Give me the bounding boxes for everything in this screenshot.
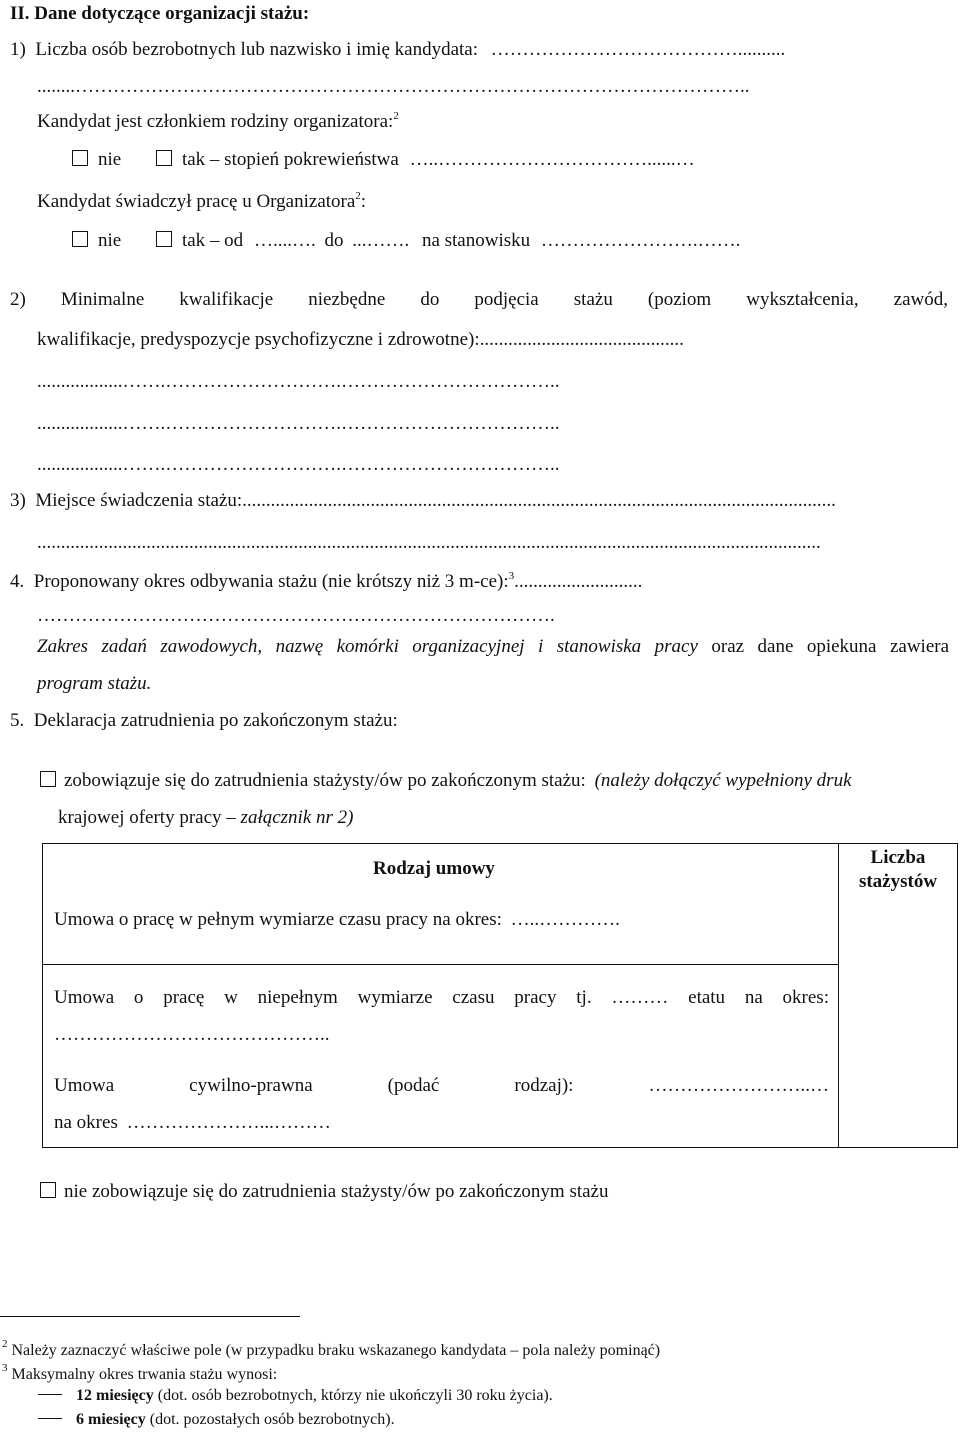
q5-yes-line-2-italic: – załącznik nr 2) [226,807,354,828]
table-row-divider [43,964,838,965]
q4-note-line-1 [37,637,949,658]
q5-no-text: nie zobowiązuje się do zatrudnienia stażysty/ów po zakończonym stażu [64,1181,609,1202]
footnote-bullet-2-bold: 6 miesięcy [76,1411,146,1428]
q4-label: 4. Proponowany okres odbywania stażu (nie krótszy niż 3 m-ce): [10,571,509,592]
q1-worked-label: Kandydat świadczył pracę u Organizatora [37,191,356,212]
worked-od-fill: …....…. [253,230,316,251]
table-row-1-fill: …..…………. [510,909,620,930]
dash-icon [38,1394,62,1395]
q1-fill-1: ………………………………….......... [490,39,786,60]
q1-family-sup: 2 [393,110,399,122]
table-header-right-2: stażystów [858,871,938,892]
worked-nie-checkbox[interactable] [72,231,88,247]
q2-fill-b: ..................…….……………………….…………………………….. [37,413,560,434]
q1-family-label: Kandydat jest członkiem rodziny organizatora: [37,111,394,132]
family-tak-checkbox[interactable] [156,150,172,166]
worked-stanowisko-label: na stanowisku [421,230,531,251]
worked-nie-label: nie [98,230,122,251]
family-nie-checkbox[interactable] [72,150,88,166]
q4-sup: 3 [508,570,515,582]
table-row-2-fill: …………………………………….. [54,1024,330,1045]
footnote-3-mark: 3 [2,1362,8,1374]
family-stopien-fill: …..……………………………......… [409,149,695,170]
dash-icon [38,1418,62,1419]
q1-family-line [37,110,399,133]
q1-worked-options [72,231,740,252]
q3-label: 3) Miejsce świadczenia stażu: [10,490,243,511]
family-nie-label: nie [98,149,122,170]
q4-line [10,570,642,593]
q5-yes-line-2-normal: krajowej oferty pracy [58,807,222,828]
footnote-3 [2,1362,277,1384]
section-title: II. Dane dotyczące organizacji stażu: [10,3,310,24]
q5-yes-line-2 [58,808,353,829]
worked-tak-checkbox[interactable] [156,231,172,247]
table-row-3-okres-label: na okres [54,1112,118,1133]
q5-label: 5. Deklaracja zatrudnienia po zakończonym stażu: [10,710,398,731]
q3-fill-2: ..................................................................................................................................................................... [37,533,821,553]
contract-table [42,843,958,1148]
q4-note-italic-2: program stażu. [37,673,152,694]
q5-yes-checkbox[interactable] [40,771,56,787]
table-header-left: Rodzaj umowy [373,858,495,879]
footnote-bullet-1 [38,1387,553,1405]
footnote-2 [2,1338,660,1360]
footnote-3-text: Maksymalny okres trwania stażu wynosi: [11,1366,278,1383]
q1-worked-colon: : [360,191,367,212]
q1-worked-sup: 2 [355,190,361,202]
q4-note-normal: oraz dane opiekuna zawiera [711,636,950,657]
footnote-bullet-1-bold: 12 miesięcy [76,1387,154,1404]
table-row-1 [54,910,620,931]
q5-yes-text: zobowiązuje się do zatrudnienia stażysty/ów po zakończonym stażu: [64,770,586,791]
q5-yes-italic: (należy dołączyć wypełniony druk [594,770,852,791]
footnote-2-mark: 2 [2,1338,8,1350]
footnote-bullet-2-rest: (dot. pozostałych osób bezrobotnych). [149,1411,395,1428]
table-row-3-line-2 [54,1113,331,1134]
q5-yes-line-1 [40,771,852,792]
q5-no-checkbox[interactable] [40,1182,56,1198]
q1-label-line [10,40,785,61]
q5-no-line [40,1182,609,1203]
footnote-bullet-2 [38,1411,395,1429]
worked-tak-label: tak – od [181,230,244,251]
q4-fill-1: ........................... [514,571,643,592]
footnote-2-text: Należy zaznaczyć właściwe pole (w przypadku braku wskazanego kandydata – pola należy pominąć) [11,1342,661,1359]
q2-line-1: 2) Minimalne kwalifikacje niezbędne do podjęcia stażu (poziom wykształcenia, zawód, [10,289,948,310]
q2-line-2-fill: ........................................... [479,329,684,350]
worked-do-label: do [324,230,344,251]
q3-fill-1: ............................................................................................................................. [242,490,836,511]
family-tak-label: tak – stopień pokrewieństwa [181,149,399,170]
table-row-1-text: Umowa o pracę w pełnym wymiarze czasu pracy na okres: [54,909,502,930]
footnote-bullet-1-rest: (dot. osób bezrobotnych, którzy nie ukończyli 30 roku życia). [157,1387,553,1404]
q4-fill-2: ………………………………………………………………………. [37,605,555,626]
q3-line [10,491,836,512]
q1-label: 1) Liczba osób bezrobotnych lub nazwisko i imię kandydata: [10,39,479,60]
q2-line-2-text: kwalifikacje, predyspozycje psychofizyczne i zdrowotne): [37,329,480,350]
table-row-2-line-1: Umowa o pracę w niepełnym wymiarze czasu pracy tj. ……… etatu na okres: [54,987,829,1008]
q1-worked-line [37,190,366,213]
table-row-3-okres-fill: …………………...……… [126,1112,331,1133]
q2-fill-a: ..................…….……………………….…………………………….. [37,371,560,392]
q2-fill-c: ..................…….……………………….…………………………….. [37,454,560,475]
worked-stanowisko-fill: …………………….……. [540,230,741,251]
worked-do-fill: ...……. [352,230,410,251]
footnote-rule [0,1316,300,1317]
table-header-right-1: Liczba [870,847,926,868]
q1-fill-2: ........…………………………………………………………………………………………….. [37,76,750,97]
q2-line-2 [37,330,684,351]
q1-family-options [72,150,695,171]
table-row-3-line-1: Umowa cywilno-prawna (podać rodzaj): ……………………..… [54,1075,829,1096]
q4-note-italic-1: Zakres zadań zawodowych, nazwę komórki organizacyjnej i stanowiska pracy [37,636,698,657]
